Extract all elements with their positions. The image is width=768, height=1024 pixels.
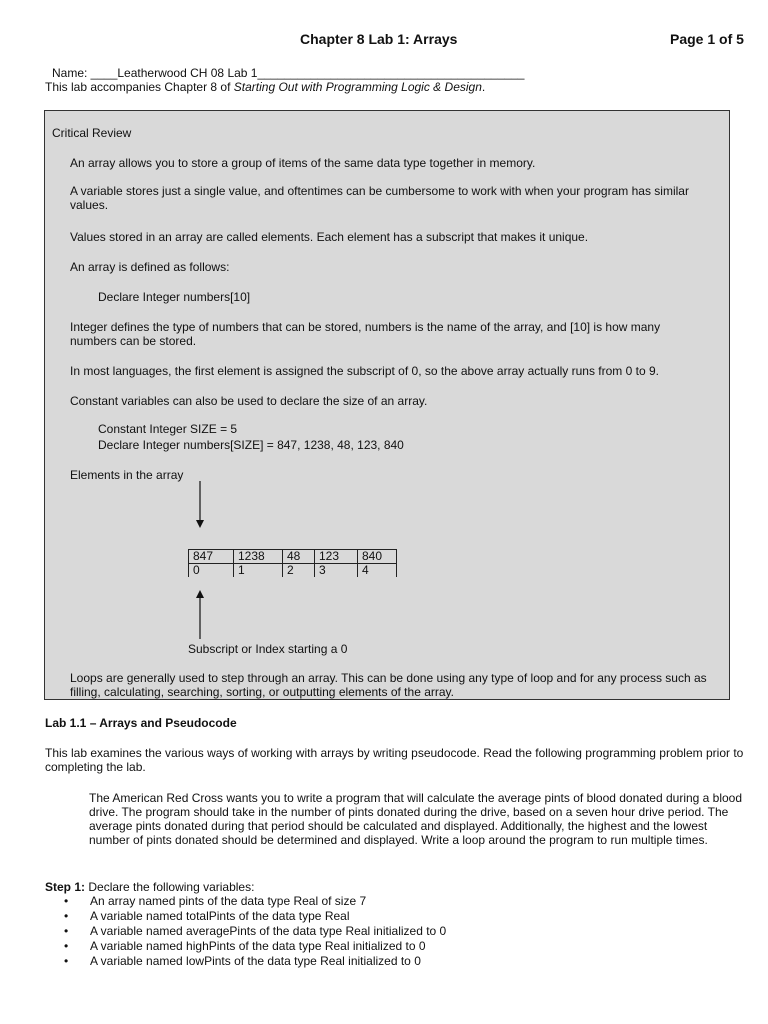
array-index-cell: 2 [283, 564, 315, 578]
array-value-cell: 847 [189, 550, 234, 564]
subscript-label: Subscript or Index starting a 0 [188, 642, 348, 656]
review-paragraph: An array is defined as follows: [70, 260, 230, 274]
review-paragraph: An array allows you to store a group of items of the same data type together in memory. [70, 156, 536, 170]
review-paragraph: A variable stores just a single value, and oftentimes can be cumbersome to work with when your program has similar values. [70, 184, 689, 212]
step-1 [45, 880, 254, 894]
bullet-icon: • [64, 954, 69, 968]
array-table [188, 549, 397, 577]
book-title: Starting Out with Programming Logic & Design [233, 80, 482, 94]
array-values-row [189, 550, 397, 564]
array-indices-row [189, 564, 397, 578]
accompanies-suffix: . [481, 80, 486, 94]
lab-heading-title: – Arrays and Pseudocode [86, 716, 237, 730]
step-text: Declare the following variables: [85, 880, 255, 894]
list-item-text: A variable named highPints of the data type Real initialized to 0 [90, 939, 426, 953]
critical-review-box [44, 110, 730, 700]
lab-intro: This lab examines the various ways of working with arrays by writing pseudocode. Read the following programming problem prior to completing the lab. [45, 746, 744, 774]
list-item [64, 954, 446, 969]
document-title: Chapter 8 Lab 1: Arrays [300, 31, 458, 47]
lab-heading-number: Lab 1.1 [45, 716, 87, 730]
list-item [64, 909, 446, 924]
bullet-icon: • [64, 894, 69, 908]
list-item-text: An array named pints of the data type Real of size 7 [90, 894, 367, 908]
list-item [64, 894, 446, 909]
review-heading: Critical Review [52, 126, 132, 140]
array-index-cell: 4 [358, 564, 397, 578]
list-item [64, 939, 446, 954]
list-item-text: A variable named averagePints of the data type Real initialized to 0 [90, 924, 447, 938]
bullet-icon: • [64, 909, 69, 923]
down-arrow-icon [194, 481, 206, 531]
bullet-icon: • [64, 924, 69, 938]
variable-list [64, 894, 446, 969]
code-line: Declare Integer numbers[10] [98, 290, 251, 304]
page-number: Page 1 of 5 [670, 31, 744, 47]
array-index-cell: 3 [315, 564, 358, 578]
array-value-cell: 1238 [234, 550, 283, 564]
step-label: Step 1: [45, 880, 86, 894]
accompanies-line [45, 80, 485, 94]
array-value-cell: 123 [315, 550, 358, 564]
lab-heading [45, 716, 237, 730]
up-arrow-icon [194, 589, 206, 641]
review-paragraph: Integer defines the type of numbers that can be stored, numbers is the name of the array, and [10] is how many numbers can be stored. [70, 320, 661, 348]
code-line: Constant Integer SIZE = 5 [98, 422, 238, 436]
accompanies-prefix: This lab accompanies Chapter 8 of [45, 80, 234, 94]
name-line: Name: ____Leatherwood CH 08 Lab 1________________________________________ [52, 66, 525, 80]
review-paragraph: In most languages, the first element is assigned the subscript of 0, so the above array actually runs from 0 to 9. [70, 364, 659, 378]
list-item-text: A variable named totalPints of the data type Real [90, 909, 350, 923]
array-value-cell: 840 [358, 550, 397, 564]
review-paragraph: Values stored in an array are called elements. Each element has a subscript that makes it unique. [70, 230, 589, 244]
array-index-cell: 0 [189, 564, 234, 578]
review-paragraph: Loops are generally used to step through an array. This can be done using any type of loop and for any process such as filling, calculating, searching, sorting, or outputting elements of the array. [70, 671, 707, 699]
bullet-icon: • [64, 939, 69, 953]
problem-statement: The American Red Cross wants you to write a program that will calculate the average pints of blood donated during a blood drive. The program should take in the number of pints donated during the drive, based on a seven hour drive period. The average pints donated during that period should be calculated and displayed. Additionally, the highest and the lowest number of pints donated should be determined and displayed. Write a loop around the program to run multiple times. [89, 791, 743, 847]
list-item [64, 924, 446, 939]
array-index-cell: 1 [234, 564, 283, 578]
list-item-text: A variable named lowPints of the data type Real initialized to 0 [90, 954, 421, 968]
code-line: Declare Integer numbers[SIZE] = 847, 1238, 48, 123, 840 [98, 438, 404, 452]
array-value-cell: 48 [283, 550, 315, 564]
review-paragraph: Constant variables can also be used to declare the size of an array. [70, 394, 428, 408]
elements-label: Elements in the array [70, 468, 184, 482]
